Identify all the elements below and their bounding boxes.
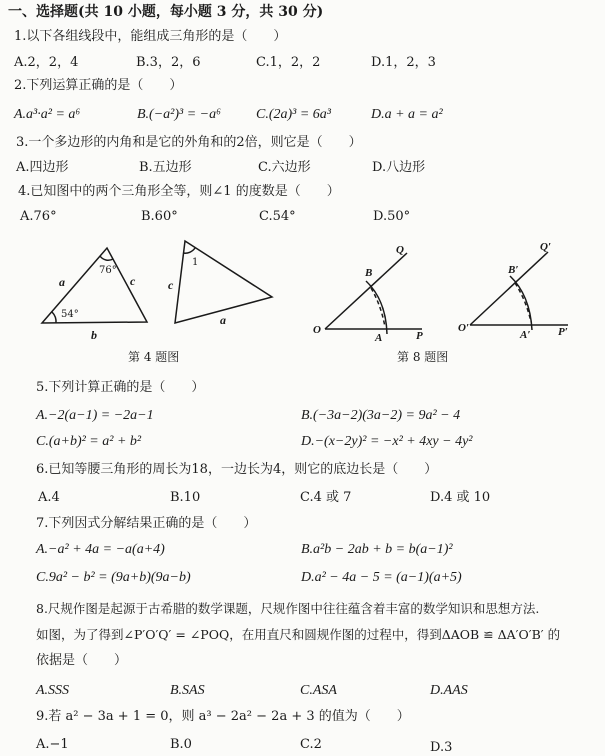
q8-option-b[interactable]: B.SAS — [170, 683, 205, 698]
q4-option-c[interactable]: C.54° — [259, 209, 296, 224]
q5-option-a[interactable]: A.−2(a−1) = −2a−1 — [36, 408, 154, 423]
q6-option-b[interactable]: B.10 — [170, 490, 201, 505]
t1-side-a-label: a — [59, 275, 65, 289]
question-2-stem: 2.下列运算正确的是（ ） — [14, 78, 183, 93]
fig8-left-p-label: P — [416, 330, 423, 342]
q7-option-c[interactable]: C.9a² − b² = (9a+b)(9a−b) — [36, 570, 191, 585]
fig8-right-a-label: A′ — [520, 329, 531, 341]
q8-option-d[interactable]: D.AAS — [430, 683, 468, 698]
angle-arc-54 — [52, 312, 56, 323]
q9-option-d[interactable]: D.3 — [430, 740, 453, 755]
figure-4-caption: 第 4 题图 — [128, 350, 180, 364]
figure-8-caption: 第 8 题图 — [397, 350, 449, 364]
q5-option-b[interactable]: B.(−3a−2)(3a−2) = 9a² − 4 — [301, 408, 461, 423]
fig8-left-a-label: A — [375, 332, 383, 344]
fig8-left-q-label: Q — [396, 244, 404, 256]
question-9-stem: 9.若 a² − 3a + 1 = 0，则 a³ − 2a² − 2a + 3 的值为（ ） — [36, 709, 410, 724]
q4-option-d[interactable]: D.50° — [373, 209, 411, 224]
q8-option-a[interactable]: A.SSS — [36, 683, 70, 698]
t2-angle-1-label: 1 — [192, 257, 199, 268]
q2-option-c[interactable]: C.(2a)³ = 6a³ — [256, 107, 332, 122]
question-4-stem: 4.已知图中的两个三角形全等，则∠1 的度数是（ ） — [18, 184, 340, 199]
t2-side-c-label: c — [168, 278, 174, 292]
fig8-right-o-label: O′ — [458, 322, 470, 334]
question-8-stem-line2: 如图，为了得到∠P′O′Q′ = ∠POQ，在用直尺和圆规作图的过程中，得到ΔAOB ≌ ΔA′O′B′ 的 — [36, 627, 561, 642]
q3-option-a[interactable]: A.四边形 — [16, 160, 69, 175]
q8-option-c[interactable]: C.ASA — [300, 683, 337, 698]
question-7-stem: 7.下列因式分解结果正确的是（ ） — [36, 516, 257, 531]
q7-option-b[interactable]: B.a²b − 2ab + b = b(a−1)² — [301, 542, 453, 557]
fig8-left-o-label: O — [313, 324, 321, 336]
q3-option-d[interactable]: D.八边形 — [372, 160, 426, 175]
q9-option-a[interactable]: A.−1 — [36, 737, 69, 752]
q4-option-b[interactable]: B.60° — [141, 209, 178, 224]
q7-option-a[interactable]: A.−a² + 4a = −a(a+4) — [36, 542, 165, 557]
question-1-stem: 1.以下各组线段中，能组成三角形的是（ ） — [14, 29, 287, 44]
question-8-stem-line3: 依据是（ ） — [36, 653, 128, 668]
q9-option-c[interactable]: C.2 — [300, 737, 322, 752]
t1-angle-54-label: 54° — [61, 309, 79, 320]
q6-option-a[interactable]: A.4 — [38, 490, 60, 505]
q6-option-c[interactable]: C.4 或 7 — [300, 490, 352, 505]
q2-option-b[interactable]: B.(−a²)³ = −a⁶ — [137, 107, 221, 122]
fig8-right-q-label: Q′ — [540, 241, 552, 253]
q3-option-b[interactable]: B.五边形 — [139, 160, 192, 175]
question-3-stem: 3.一个多边形的内角和是它的外角和的2倍，则它是（ ） — [16, 135, 362, 150]
question-5-stem: 5.下列计算正确的是（ ） — [36, 380, 205, 395]
q6-option-d[interactable]: D.4 或 10 — [430, 490, 491, 505]
question-6-stem: 6.已知等腰三角形的周长为18，一边长为4，则它的底边长是（ ） — [36, 462, 438, 477]
t1-side-b-label: b — [91, 328, 97, 342]
t2-side-a-label: a — [220, 313, 226, 327]
fig8-right-p-label: P′ — [558, 326, 568, 338]
q1-option-b[interactable]: B.3，2，6 — [136, 55, 201, 70]
q5-option-c[interactable]: C.(a+b)² = a² + b² — [36, 434, 142, 449]
t1-angle-76-label: 76° — [99, 265, 117, 276]
q7-option-d[interactable]: D.a² − 4a − 5 = (a−1)(a+5) — [301, 570, 462, 585]
fig8-left-b-label: B — [365, 267, 373, 279]
section-title: 一、选择题(共 10 小题，每小题 3 分，共 30 分) — [8, 4, 324, 20]
q9-option-b[interactable]: B.0 — [170, 737, 192, 752]
q3-option-c[interactable]: C.六边形 — [258, 160, 311, 175]
fig8-right-b-label: B′ — [508, 264, 519, 276]
q2-option-d[interactable]: D.a + a = a² — [371, 107, 443, 122]
q1-option-a[interactable]: A.2，2，4 — [14, 55, 79, 70]
q1-option-c[interactable]: C.1，2，2 — [256, 55, 321, 70]
q2-option-a[interactable]: A.a³·a² = a⁶ — [14, 107, 81, 122]
q4-option-a[interactable]: A.76° — [20, 209, 57, 224]
question-8-stem-line1: 8.尺规作图是起源于古希腊的数学课题，尺规作图中往往蕴含着丰富的数学知识和思想方法. — [36, 601, 540, 616]
q5-option-d[interactable]: D.−(x−2y)² = −x² + 4xy − 4y² — [301, 434, 473, 449]
q1-option-d[interactable]: D.1，2，3 — [371, 55, 436, 70]
t1-side-c-label: c — [130, 274, 136, 288]
